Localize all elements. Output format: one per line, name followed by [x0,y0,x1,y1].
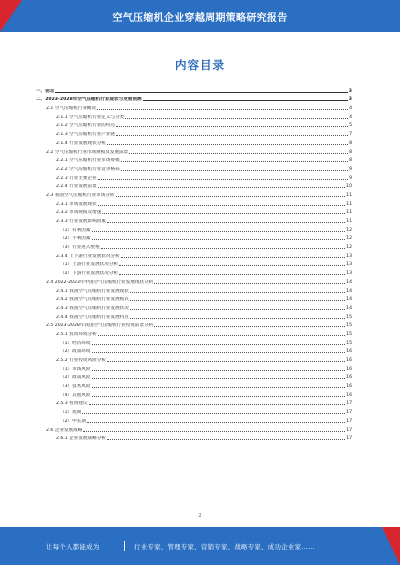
toc-entry[interactable] [36,398,352,407]
toc-leader-dots [119,274,345,275]
toc-entry-label: （4）其他风险 [60,392,91,398]
toc-entry-label: 2.3.4 上下游行业发展状况分析 [56,253,120,259]
footer-slogan-right: 行业专家、管理专家、营销专家、战略专家、成功企业家…… [134,543,315,551]
header-band [0,0,400,32]
toc-leader-dots [97,109,348,110]
toc-entry[interactable] [36,198,352,207]
toc-entry-label: 2.2.4 行业发展前景 [56,184,97,190]
toc-entry-page: 14 [346,288,352,294]
toc-leader-dots [107,361,345,362]
toc-entry-page: 11 [346,192,352,198]
toc-entry-page: 9 [349,175,352,181]
toc-entry-label: 2.4.4 我国空气压缩机行业发展特点 [56,314,129,320]
toc-leader-dots [92,378,346,379]
footer-red-wedge [382,527,400,565]
toc-entry-label: 2.3.2 市场规模及增速 [56,210,102,216]
toc-leader-dots [154,326,345,327]
toc-entry[interactable] [36,276,352,285]
toc-entry[interactable] [36,354,352,363]
toc-entry[interactable] [36,137,352,146]
toc-leader-dots [107,222,345,223]
toc-entry-page: 12 [346,245,352,251]
toc-leader-dots [130,318,345,319]
toc-entry-page: 17 [346,418,352,424]
toc-entry-page: 15 [346,340,352,346]
toc-leader-dots [92,396,346,397]
toc-entry-label: 2.4 2022-2023年中国空气压缩机行业发展现状分析 [46,279,154,285]
toc-leader-dots [130,300,345,301]
toc-entry[interactable] [36,259,352,268]
toc-leader-dots [83,431,345,432]
toc-entry-label: 2.2 空气压缩机行业市场规模及发展前景 [46,149,129,155]
toc-entry[interactable] [36,346,352,355]
toc-entry[interactable] [36,215,352,224]
toc-leader-dots [107,439,345,440]
toc-entry-label: 2.1.2 空气压缩机行业的特点 [56,123,116,129]
toc-entry[interactable] [36,285,352,294]
toc-entry-page: 17 [346,427,352,433]
toc-entry[interactable] [36,415,352,424]
toc-entry[interactable] [36,155,352,164]
toc-leader-dots [92,239,346,240]
toc-leader-dots [121,161,348,162]
toc-leader-dots [92,344,346,345]
toc-entry[interactable] [36,424,352,433]
toc-entry-page: 13 [346,253,352,259]
toc-entry-page: 9 [349,166,352,172]
toc-entry-page: 16 [346,375,352,381]
toc-entry-page: 5 [349,123,352,129]
toc-entry-label: 2.6 企业发展战略 [46,427,83,433]
toc-entry-page: 13 [346,262,352,268]
toc-entry[interactable] [36,250,352,259]
toc-entry[interactable] [36,302,352,311]
toc-leader-dots [98,187,345,188]
toc-leader-dots [87,422,345,423]
toc-entry-label: 2.1.4 行业发展现状分析 [56,140,106,146]
toc-entry[interactable] [36,363,352,372]
toc-entry-label: 2.5.2 行业投资风险分析 [56,358,106,363]
toc-entry-page: 11 [346,219,352,224]
toc-entry-label: （1）有利因素 [60,227,91,233]
toc-entry-page: 14 [346,305,352,311]
toc-entry[interactable] [36,406,352,415]
toc-entry-label: （1）市场风险 [60,366,91,372]
toc-entry-page: 16 [346,358,352,363]
toc-entry-page: 8 [349,149,352,155]
toc-entry-label: 2.1.3 空气压缩机行业产业链 [56,132,116,138]
toc-entry-label: 2.5.3 投资建议 [56,401,88,407]
toc-entry-label: （2）中长期 [60,418,86,424]
toc-entry-page: 4 [349,114,352,120]
toc-entry-label: 2.6.1 企业发展战略分析 [56,436,106,442]
toc-entry-page: 17 [346,436,352,442]
toc-entry[interactable] [36,337,352,346]
toc-entry[interactable] [36,181,352,190]
toc-entry[interactable] [36,128,352,137]
toc-entry-label: 2.3.3 行业发展影响因素 [56,219,106,224]
toc-entry-page: 10 [346,184,352,190]
toc-entry-page: 11 [346,201,352,207]
toc-entry-label: 2.4.2 我国空气压缩机行业发展模式 [56,297,129,303]
toc-entry[interactable] [36,189,352,198]
toc-leader-dots [92,387,346,388]
toc-entry-label: （2）不利因素 [60,236,91,242]
toc-entry-label: 2.4.1 我国空气压缩机行业发展现状 [56,288,129,294]
toc-entry[interactable] [36,389,352,398]
toc-entry-label: （2）政策环境 [60,349,91,355]
toc-leader-dots [130,309,345,310]
toc-leader-dots [82,413,345,414]
toc-entry[interactable] [36,311,352,320]
toc-entry[interactable] [36,320,352,329]
toc-leader-dots [116,126,348,127]
toc-leader-dots [143,100,348,101]
toc-entry-page: 13 [346,271,352,277]
toc-entry-label: 2.3.1 市场发展现状 [56,201,97,207]
toc-entry-page: 14 [346,297,352,303]
toc-entry[interactable] [36,120,352,129]
toc-entry-page: 15 [346,331,352,337]
toc-leader-dots [121,257,345,258]
toc-entry[interactable] [36,380,352,389]
toc-entry[interactable] [36,328,352,337]
toc-entry-page: 16 [346,366,352,372]
toc-entry-label: 2.2.1 空气压缩机行业市场规模 [56,158,120,164]
toc-entry-label: 一、前言 [36,88,55,94]
toc-entry-label: （1）短期 [60,410,82,416]
report-title: 空气压缩机企业穿越周期策略研究报告 [112,13,288,24]
toc-entry-page: 3 [348,97,352,103]
toc-entry-label: 2.2.2 空气压缩机行业竞争格局 [56,166,120,172]
toc-entry-label: 2.2.3 行业主要企业 [56,175,97,181]
footer-band [0,527,400,565]
toc-entry-page: 8 [349,158,352,164]
toc-entry[interactable] [36,163,352,172]
toc-entry[interactable] [36,146,352,155]
footer-slogan-left: 让每个人都能成为 [46,543,100,551]
toc-entry[interactable] [36,233,352,242]
toc-entry-label: 2.4.3 我国空气压缩机行业发展状况 [56,305,129,311]
toc-leader-dots [107,144,348,145]
toc-entry-page: 16 [346,349,352,355]
toc-entry-label: （3）行业进入壁垒 [60,245,100,251]
toc-entry-page: 7 [349,132,352,138]
toc-entry-label: 2.5 2023-2028年我国空气压缩机行业投资前景分析 [46,323,154,329]
toc-entry-label: （2）政策风险 [60,375,91,381]
toc-entry-page: 12 [346,236,352,242]
toc-entry[interactable] [36,294,352,303]
toc-leader-dots [116,196,346,197]
toc-heading: 内容目录 [175,58,225,72]
toc-entry-label: 2.5.1 投资环境分析 [56,331,97,337]
toc-entry-label: 2.3 我国空气压缩机行业市场分析 [46,192,115,198]
toc-leader-dots [119,265,345,266]
toc-leader-dots [101,248,345,249]
toc-leader-dots [154,283,345,284]
toc-entry-page: 16 [346,384,352,390]
footer-separator [124,541,125,551]
toc-leader-dots [98,335,345,336]
toc-entry-label: 2.1 空气压缩机行业概况 [46,106,97,112]
toc-entry-page: 8 [349,140,352,146]
toc-entry-label: （2）下游行业发展状况分析 [60,271,119,277]
toc-leader-dots [89,404,346,405]
toc-entry-label: （1）上游行业发展状况分析 [60,262,119,268]
toc-entry-page: 17 [346,410,352,416]
toc-entry-label: （3）技术风险 [60,384,91,390]
toc-entry[interactable] [36,241,352,250]
toc-entry-page: 15 [346,323,352,329]
toc-entry[interactable] [36,111,352,120]
toc-leader-dots [129,153,348,154]
toc-entry-page: 17 [346,401,352,407]
toc-entry-page: 3 [348,88,352,94]
toc-entry-page: 4 [349,106,352,112]
toc-leader-dots [98,205,345,206]
toc-leader-dots [55,92,347,93]
toc-entry[interactable] [36,85,352,94]
toc-entry-page: 15 [346,314,352,320]
toc-entry-label: 2.1.1 空气压缩机行业定义与分类 [56,114,125,120]
toc-leader-dots [130,292,345,293]
toc-leader-dots [116,135,348,136]
toc-leader-dots [102,213,345,214]
toc-entry[interactable] [36,267,352,276]
toc-leader-dots [98,179,348,180]
toc-leader-dots [125,118,348,119]
toc-entry[interactable] [36,207,352,216]
toc-leader-dots [92,352,346,353]
toc-entry[interactable] [36,224,352,233]
toc-entry[interactable] [36,372,352,381]
toc-leader-dots [92,370,346,371]
toc-entry-page: 11 [346,210,352,216]
toc-entry-page: 14 [346,279,352,285]
toc-leader-dots [92,231,346,232]
toc-entry-label: （1）经济环境 [60,340,91,346]
table-of-contents [36,85,352,441]
toc-entry[interactable] [36,94,352,103]
toc-leader-dots [121,170,348,171]
toc-entry-page: 12 [346,227,352,233]
toc-entry-page: 16 [346,392,352,398]
toc-entry[interactable] [36,433,352,442]
page-number: 2 [198,513,202,519]
toc-entry-label: 二、2023-2028年空气压缩机行业现状与发展预测 [36,97,142,103]
toc-entry[interactable] [36,102,352,111]
toc-entry[interactable] [36,172,352,181]
